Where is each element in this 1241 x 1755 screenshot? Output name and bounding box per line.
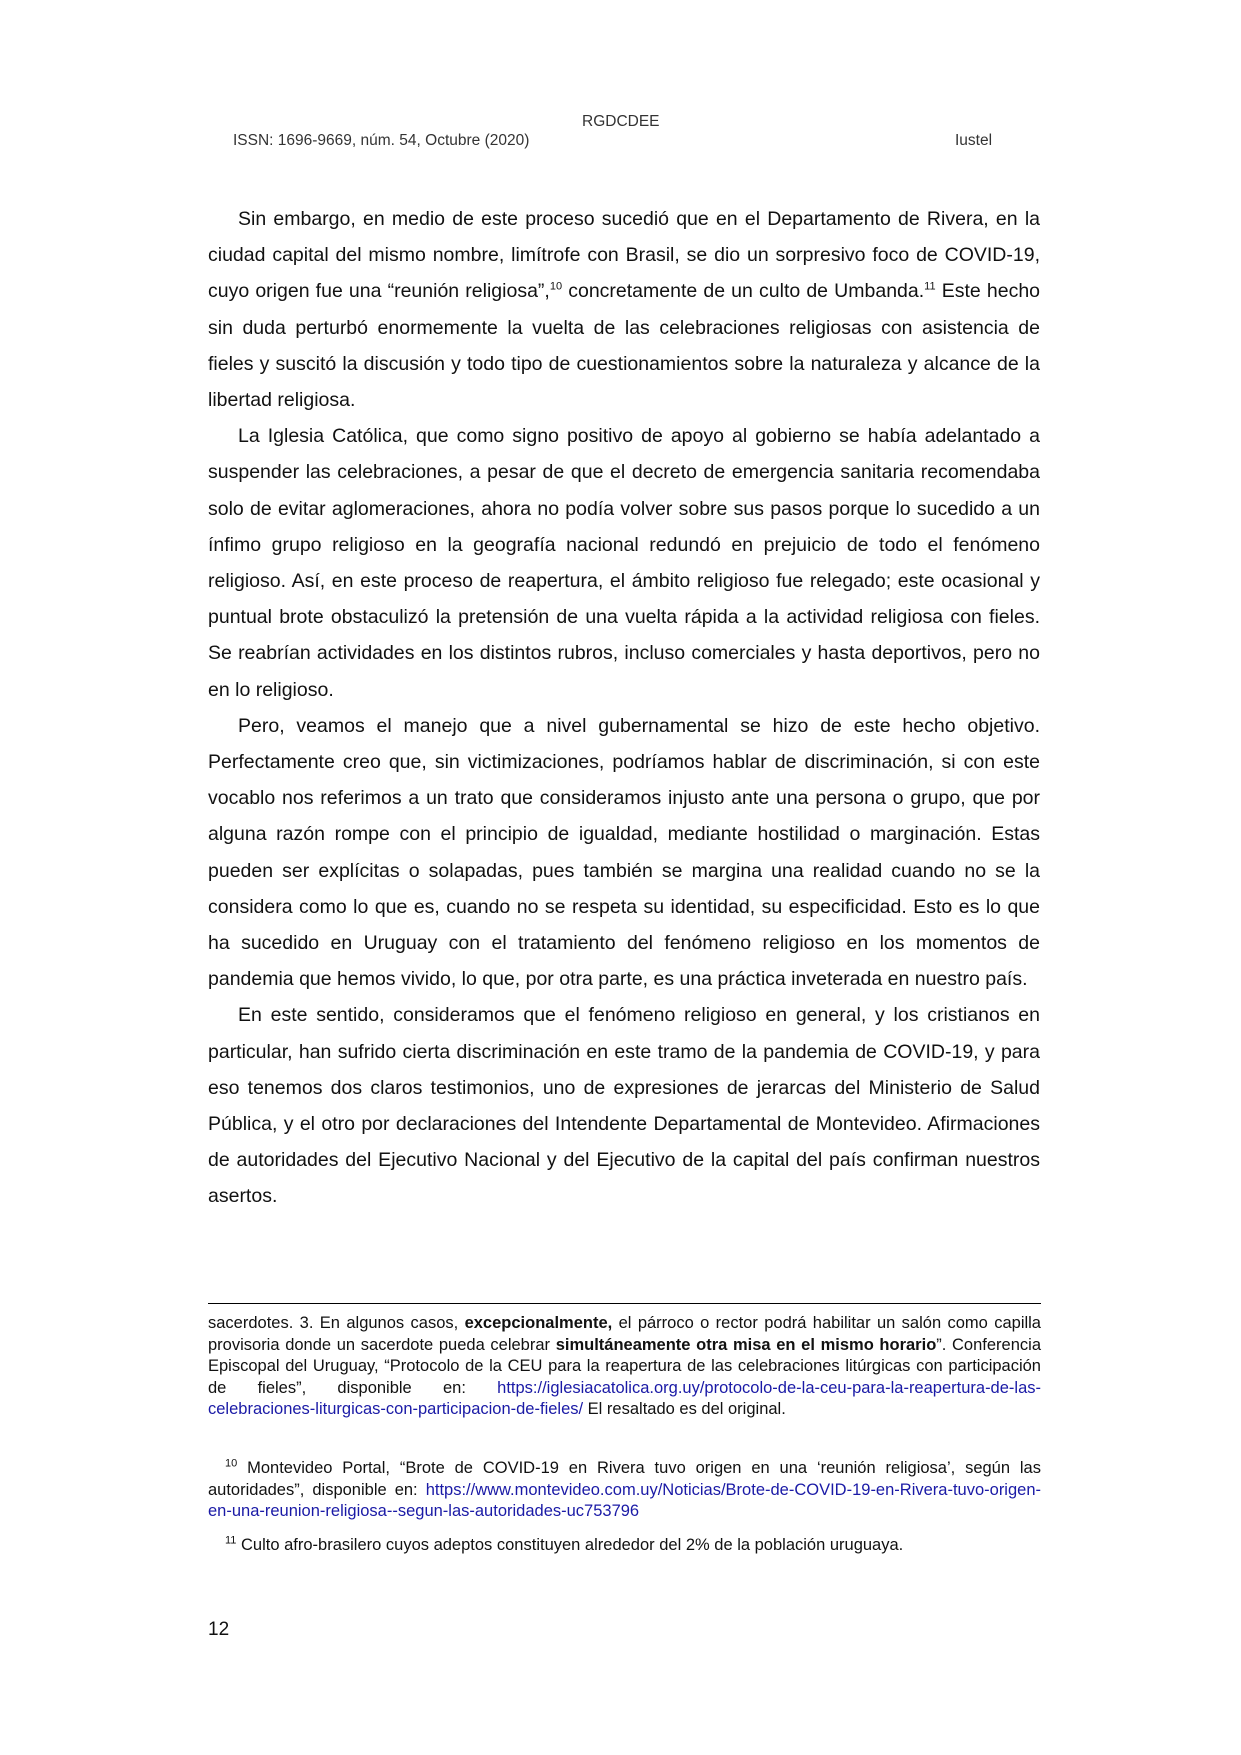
footnote-number-11: 11 (225, 1534, 237, 1547)
body-text (208, 201, 1040, 1215)
publisher-name: Iustel (955, 132, 993, 149)
paragraph-4: En este sentido, consideramos que el fenómeno religioso en general, y los cristianos en particular, han sufrido cierta discriminación en este tramo de la pandemia de COVID-19, y para eso tenemos dos claros testimonios, uno de expresiones de jerarcas del Ministerio de Salud Pública, y el otro por declaraciones del Intendente Departamental de Montevideo. Afirmaciones de autoridades del Ejecutivo Nacional y del Ejecutivo de la capital del país confirman nuestros asertos. (208, 1004, 1040, 1208)
paragraph-1: Sin embargo, en medio de este proceso sucedió que en el Departamento de Rivera, en la ciudad capital del mismo nombre, limítrofe con Brasil, se dio un sorpresivo foco de COVID-19, cuyo origen fue una “reunión religiosa”,$^{10}$ concretamente de un culto de Umbanda.$^{11}$ Este hecho sin duda perturbó enormemente la vuelta de las celebraciones religiosas con asistencia de fieles y suscitó la discusión y todo tipo de cuestionamientos sobre la naturaleza y alcance de la libertad religiosa. (208, 208, 1041, 412)
journal-title: RGDCDEE (582, 113, 660, 130)
paragraph-2: La Iglesia Católica, que como signo positivo de apoyo al gobierno se había adelantado a suspender las celebraciones, a pesar de que el decreto de emergencia sanitaria recomendaba solo de evitar aglomeraciones, ahora no podía volver sobre sus pasos porque lo sucedido a un ínfimo grupo religioso en la geografía nacional redundó en prejuicio de todo el fenómeno religioso. Así, en este proceso de reapertura, el ámbito religioso fue relegado; este ocasional y puntual brote obstaculizó la pretensión de una vuelta rápida a la actividad religiosa con fieles. Se reabrían actividades en los distintos rubros, incluso comerciales y hasta deportivos, pero no en lo religioso. (208, 425, 1040, 701)
footnote-link-montevideo[interactable]: https://www.montevideo.com.uy/Noticias/Brote-de-COVID-19-en-Rivera-tuvo-origen-en-una-reunion-religiosa--segun-las-autoridades-uc753796 (208, 1480, 1041, 1520)
footnote-continuation: sacerdotes. 3. En algunos casos, excepcionalmente, el párroco o rector podrá habilitar un salón como capilla provisoria donde un sacerdote pueda celebrar simultáneamente otra misa en el mismo horario”. Conferencia Episcopal del Uruguay, “Protocolo de la CEU para la reapertura de las celebraciones litúrgicas con participación de fieles”, disponible en: https://iglesiacatolica.org.uy/protocolo-de-la-ceu-para-la-reapertura-de-las-celebraciones-liturgicas-con-participacion-de-fieles/ El resaltado es del original. (208, 1314, 1041, 1418)
footnote-10: $^{10}$ Montevideo Portal, “Brote de COVID-19 en Rivera tuvo origen en una ‘reunión religiosa’, según las autoridades”, disponible en: https://www.montevideo.com.uy/Noticias/Brote-de-COVID-19-en-Rivera-tuvo-origen-en-una-reunion-religiosa--segun-las-autoridades-uc753796 (208, 1457, 1041, 1520)
footnote-link-ceu[interactable]: https://iglesiacatolica.org.uy/protocolo-de-la-ceu-para-la-reapertura-de-las-celebraciones-liturgicas-con-participacion-de-fieles/ (208, 1378, 1041, 1418)
paragraph-3: Pero, veamos el manejo que a nivel gubernamental se hizo de este hecho objetivo. Perfectamente creo que, sin victimizaciones, podríamos hablar de discriminación, si con este vocablo nos referimos a un trato que consideramos injusto ante una persona o grupo, que por alguna razón rompe con el principio de igualdad, mediante hostilidad o marginación. Estas pueden ser explícitas o solapadas, pues también se margina una realidad cuando no se la considera como lo que es, cuando no se respeta su identidad, su especificidad. Esto es lo que ha sucedido en Uruguay con el tratamiento del fenómeno religioso en los momentos de pandemia que hemos vivido, lo que, por otra parte, es una práctica inveterada en nuestro país. (208, 714, 1040, 991)
footnote-ref-10[interactable]: 10 (549, 280, 563, 293)
issn-line: ISSN: 1696-9669, núm. 54, Octubre (2020) (233, 132, 530, 149)
footnote-number-10: 10 (225, 1457, 238, 1470)
footnote-divider (208, 1303, 1041, 1304)
page-number: 12 (208, 1619, 230, 1640)
footnote-ref-11[interactable]: 11 (924, 280, 936, 293)
footnote-11: $^{11}$ Culto afro-brasilero cuyos adeptos constituyen alrededor del 2% de la población uruguaya. (225, 1534, 904, 1554)
